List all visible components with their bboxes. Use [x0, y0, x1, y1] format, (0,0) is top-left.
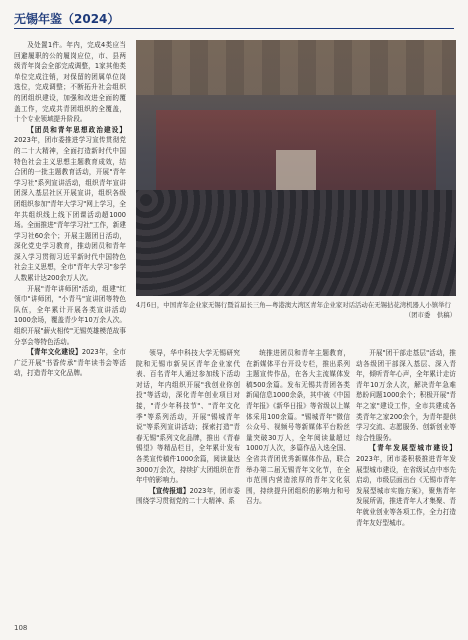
caption-credit: （团市委 供稿）: [404, 311, 456, 319]
section-title: 【团员和青年思想政治建设】: [27, 125, 126, 134]
section-title: 【宣传报道】: [149, 486, 190, 495]
section-body: 2023年，团市委围绕学习贯彻党的二十大精神、系: [136, 486, 241, 506]
text-column-2: [136, 348, 240, 507]
paragraph: 统推进团员和青年主题教育，在新媒体平台开设专栏，推出系列主题宣传作品，在各大主流媒体发稿500余篇。发布无锡共青团各类新闻信息1000余条，其中被《中国青年报》《新华日报》等省级以上媒体采用100余篇。"锡城青年"微信公众号、视频号等新媒体平台粉丝量突破30万人，全年阅读量超过1000万人次，多篇作品入选全国、全省共青团优秀新媒体作品，联合举办第二届无锡青年文化节，在全市范围内营造浓厚的青年文化氛围，持续提升团组织的影响力和号召力。: [246, 349, 350, 506]
photo-audience: [136, 190, 456, 296]
section-title: 【青年发展型城市建设】: [369, 444, 456, 453]
event-photo: [136, 40, 456, 296]
paragraph: 开展"团干部走基层"活动，推动各级团干部深入基层、深入青年，倾听青年心声，全年累计走访青年10万余人次，解决青年急难愁盼问题1000余个；积极开展"青年之家"建设工作，全市共建成各类青年之家200余个，为青年提供学习交流、志愿服务、创新创业等综合性服务。: [356, 349, 456, 442]
paragraph-section: [136, 486, 240, 507]
text-column-4: [356, 348, 456, 528]
paragraph: 领导，华中科技大学无锡研究院和无锡市新吴区青年企业家代表、百名青年人通过参加线下活动对话，年内组织开展"我创业你创投"等活动，深化青年创业项目对接，"青少年科技节"、"青年文化季"等系列活动，开展"锡城青年说"等系列宣讲活动；探索打造"青春无锡"系列文化品牌，推出《青春锡望》等精品栏目，全年累计发布各类宣传稿件1000余篇，阅读量达3000万余次，持续扩大团组织在青年中的影响力。: [136, 349, 240, 485]
section-title: 【青年文化建设】: [27, 348, 82, 357]
page-number: 108: [14, 624, 28, 632]
text-column-3: [246, 348, 350, 507]
page-header-title: 无锡年鉴（2024）: [14, 12, 120, 26]
paragraph-section: [14, 347, 126, 379]
section-body: 2023年，团市委积极推进青年发展型城市建设，在省级试点中率先启动，市级层面出台《无锡市青年发展型城市实施方案》，聚焦青年发展所需，推进青年人才集聚、青年就业创业等各项工作，全力打造青年友好型城市。: [356, 454, 456, 527]
photo-ceiling: [136, 40, 456, 95]
caption-text: 4月6日，中国青年企业家无锡行暨首届长三角—粤港澳大湾区青年企业家对话活动在无锡拈花湾机器人小镇举行: [136, 301, 451, 309]
photo-podium: [276, 150, 316, 190]
text-column-1: [14, 40, 126, 379]
section-body: 2023年，全市广泛开展"书香传承"青年读书会等活动，打造青年文化品牌。: [14, 348, 126, 378]
paragraph-section: [14, 125, 126, 284]
paragraph: 及处置1件。年内，完成4类应当回避履职的公的履岗应位，市、县两级青年岗会全部完成调整，1家其他类单位完成注销，对保留的团属单位岗选位，完成调整；不断拓升社会组织的团组织建设，加强和改进全面的覆盖工作，完成共青团组织的全覆盖，十个专业领域提升阶段。: [14, 41, 126, 124]
paragraph: 开展"青年讲师团"活动，组建"红领巾"讲师团，"小青马"宣讲团等特色队伍，全年累计开展各类宣讲活动1000余场，覆盖青少年10万余人次。组织开展"薪火相传"无锡英雄模范故事分享会等特色活动。: [14, 284, 126, 346]
section-body: 2023年，团市委推进学习宣传贯彻党的二十大精神，全面打造新时代中国特色社会主义思想主题教育成效，结合团的一批主题教育活动，开展"青年学习社"系列宣讲活动，组织青年宣讲团深入基层社区开展宣讲，组织各级团组织参加"青年大学习"网上学习，全年共组织线上线下团课活动超1000场。全面推进"青年学习社"工作，新建学习社60余个；开展主题团日活动，深化党史学习教育，推动团员和青年深入学习贯彻习近平新时代中国特色社会主义思想，全市"青年大学习"参学人数累计达200余万人次。: [14, 136, 126, 283]
photo-caption: [136, 300, 456, 320]
header-divider: [14, 28, 454, 29]
paragraph-section: [356, 443, 456, 528]
